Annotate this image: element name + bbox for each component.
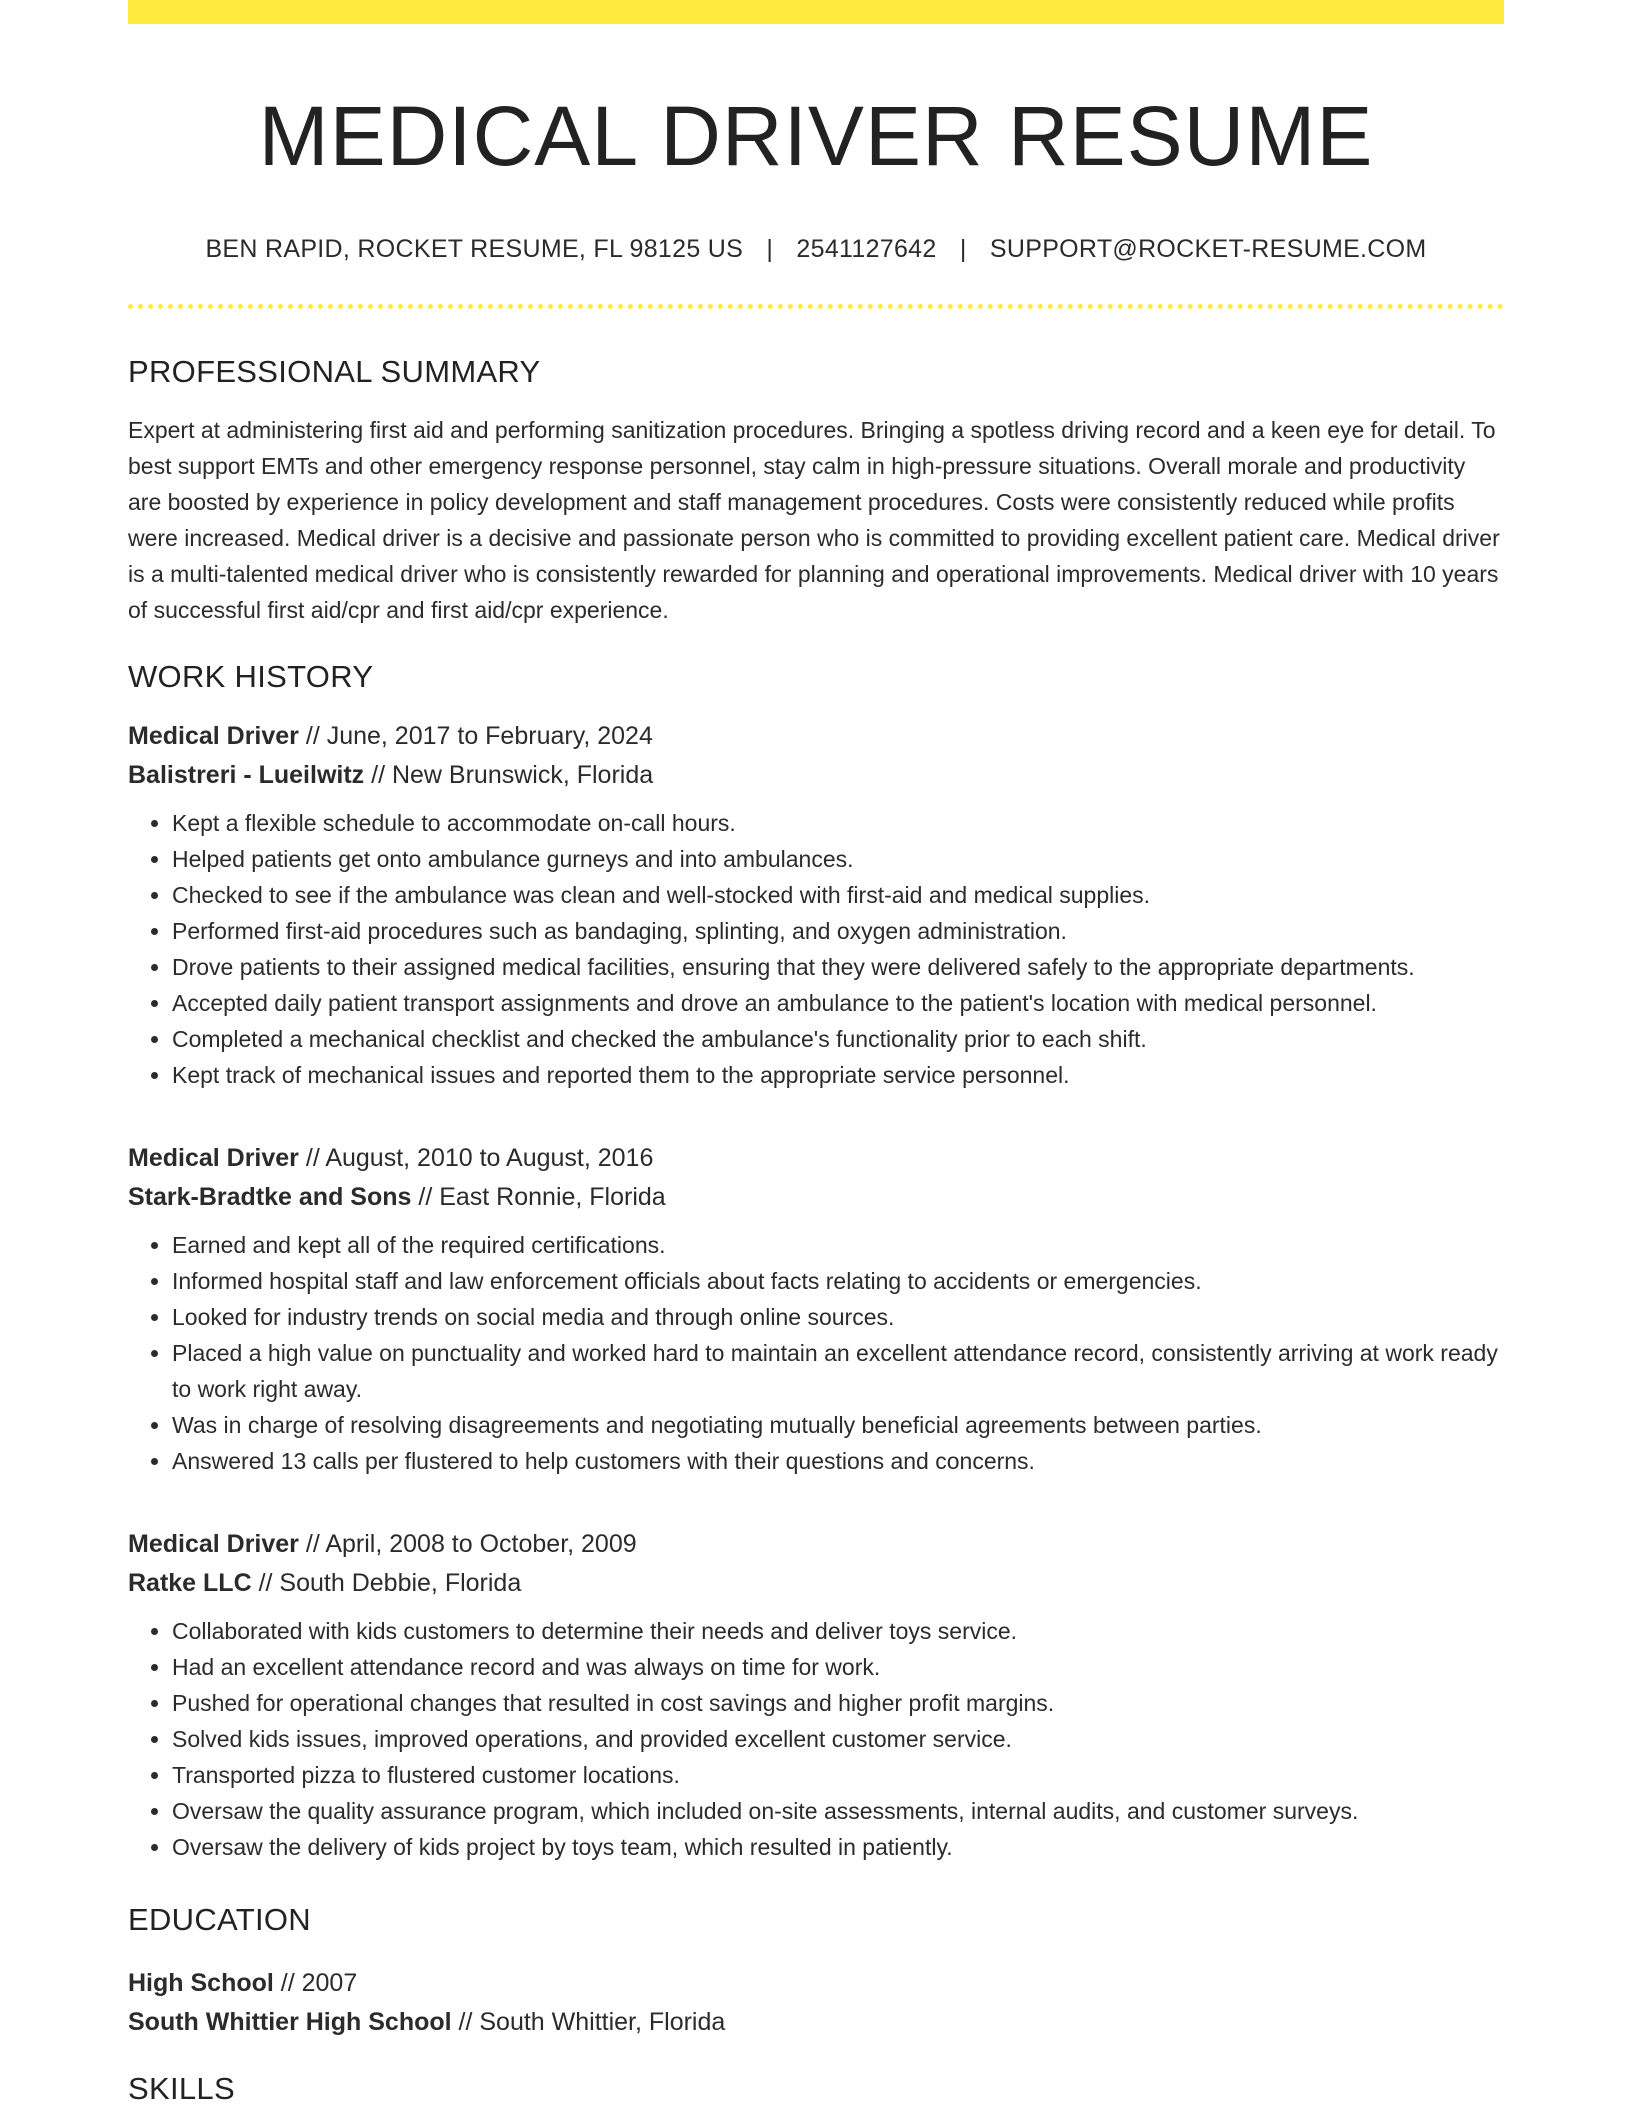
education-school-line [128,2003,1504,2042]
contact-address: BEN RAPID, ROCKET RESUME, FL 98125 US [205,234,744,263]
job-company: Balistreri - Lueilwitz [128,761,365,790]
duty-item: • Was in charge of resolving disagreements and negotiating mutually beneficial agreements between parties. [172,1407,1504,1443]
job-entry [128,1525,1504,1865]
duty-item: • Earned and kept all of the required certifications. [172,1227,1504,1263]
duty-item: • Kept track of mechanical issues and reported them to the appropriate service personnel. [172,1057,1504,1093]
resume-title: MEDICAL DRIVER RESUME [258,89,1374,183]
header-divider [128,304,1504,309]
job-company-line [128,1178,1504,1217]
work-history-heading: WORK HISTORY [128,658,374,694]
job-entry [128,717,1504,1093]
accent-top-bar [128,0,1504,24]
duty-item: • Looked for industry trends on social media and through online sources. [172,1299,1504,1335]
duty-item: • Oversaw the delivery of kids project by toys team, which resulted in patiently. [172,1829,1504,1865]
education-year: // 2007 [273,1969,358,1998]
duty-item: • Placed a high value on punctuality and worked hard to maintain an excellent attendance record, consistently arriving at work ready to work right away. [172,1335,1504,1407]
duty-item: • Answered 13 calls per flustered to help customers with their questions and concerns. [172,1443,1504,1479]
duty-item: • Transported pizza to flustered customer locations. [172,1757,1504,1793]
summary-heading: PROFESSIONAL SUMMARY [128,353,541,389]
job-dates: // April, 2008 to October, 2009 [298,1530,637,1559]
resume-page [128,0,1504,2108]
duty-item: • Completed a mechanical checklist and checked the ambulance's functionality prior to each shift. [172,1021,1504,1057]
duty-item: • Collaborated with kids customers to determine their needs and deliver toys service. [172,1613,1504,1649]
contact-info [128,235,1504,264]
duty-item: • Informed hospital staff and law enforcement officials about facts relating to accidents or emergencies. [172,1263,1504,1299]
duty-item: • Pushed for operational changes that resulted in cost savings and higher profit margins. [172,1685,1504,1721]
job-duties-list [128,1227,1504,1479]
duty-item: • Performed first-aid procedures such as bandaging, splinting, and oxygen administration. [172,913,1504,949]
job-company-line [128,1564,1504,1603]
education-school: South Whittier High School [128,2008,452,2037]
job-duties-list [128,805,1504,1093]
contact-phone: 2541127642 [796,234,937,263]
job-location: // South Debbie, Florida [251,1569,522,1598]
education-degree: High School [128,1969,274,1998]
job-entry [128,1139,1504,1479]
skills-heading: SKILLS [128,2071,235,2107]
summary-text: Expert at administering first aid and performing sanitization procedures. Bringing a spotless driving record and a keen eye for detail. To best support EMTs and other emergency response personnel, stay calm in high-pressure situations. Overall morale and productivity are boosted by experience in policy development and staff management procedures. Costs were consistently reduced while profits were increased. Medical driver is a decisive and passionate person who is committed to providing excellent patient care. Medical driver is a multi-talented medical driver who is consistently rewarded for planning and operational improvements. Medical driver with 10 years of successful first aid/cpr and first aid/cpr experience. [128,416,1500,623]
job-title-line [128,1525,1504,1564]
job-company: Ratke LLC [128,1569,252,1598]
job-company-line [128,756,1504,795]
job-location: // East Ronnie, Florida [411,1183,666,1212]
duty-item: • Helped patients get onto ambulance gurneys and into ambulances. [172,841,1504,877]
job-location: // New Brunswick, Florida [364,761,654,790]
job-dates: // August, 2010 to August, 2016 [298,1144,654,1173]
job-company: Stark-Bradtke and Sons [128,1183,412,1212]
contact-separator: | [766,234,774,263]
duty-item: • Drove patients to their assigned medical facilities, ensuring that they were delivered safely to the appropriate departments. [172,949,1504,985]
job-dates: // June, 2017 to February, 2024 [298,722,653,751]
duty-item: • Oversaw the quality assurance program, which included on-site assessments, internal audits, and customer surveys. [172,1793,1504,1829]
education-heading: EDUCATION [128,1902,311,1938]
duty-item: • Solved kids issues, improved operations, and provided excellent customer service. [172,1721,1504,1757]
job-title: Medical Driver [128,1144,299,1173]
duty-item: • Accepted daily patient transport assignments and drove an ambulance to the patient's location with medical personnel. [172,985,1504,1021]
duty-item: • Checked to see if the ambulance was clean and well-stocked with first-aid and medical supplies. [172,877,1504,913]
education-degree-line [128,1964,1504,2003]
job-title-line [128,717,1504,756]
contact-email: SUPPORT@ROCKET-RESUME.COM [989,234,1427,263]
duty-item: • Had an excellent attendance record and was always on time for work. [172,1649,1504,1685]
duty-item: • Kept a flexible schedule to accommodate on-call hours. [172,805,1504,841]
job-title-line [128,1139,1504,1178]
contact-separator: | [959,234,967,263]
job-title: Medical Driver [128,1530,299,1559]
education-entry [128,1964,1504,2042]
job-duties-list [128,1613,1504,1865]
job-title: Medical Driver [128,722,299,751]
education-location: // South Whittier, Florida [451,2008,726,2037]
